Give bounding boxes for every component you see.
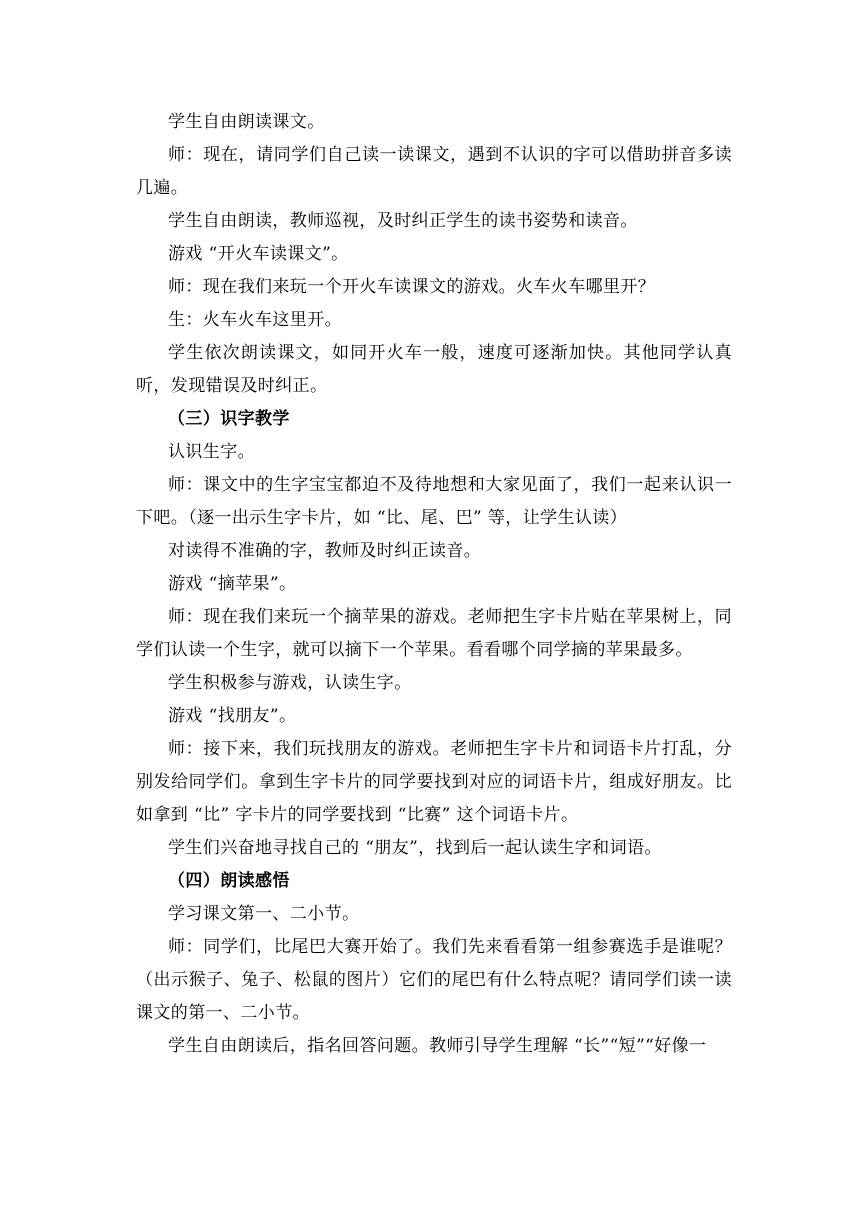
paragraph: 学生自由朗读课文。: [168, 112, 325, 132]
paragraph: 学生们兴奋地寻找自己的 “朋友”，找到后一起认读生字和词语。: [168, 838, 662, 858]
section-heading: （四）朗读感悟: [168, 871, 290, 891]
paragraph: 学习课文第一、二小节。: [168, 904, 360, 924]
paragraph: 师：现在我们来玩一个摘苹果的游戏。老师把生字卡片贴在苹果树上，同学们认读一个生字，就可以摘下一个苹果。看看哪个同学摘的苹果最多。: [136, 607, 732, 660]
paragraph: 学生积极参与游戏，认读生字。: [168, 673, 412, 693]
section-heading: （三）识字教学: [168, 409, 290, 429]
paragraph: 师：现在，请同学们自己读一读课文，遇到不认识的字可以借助拼音多读几遍。: [136, 145, 732, 198]
paragraph: 游戏 “摘苹果”。: [168, 574, 297, 594]
paragraph: 学生依次朗读课文，如同开火车一般，速度可逐渐加快。其他同学认真听，发现错误及时纠正。: [136, 343, 732, 396]
paragraph: 师：课文中的生字宝宝都迫不及待地想和大家见面了，我们一起来认识一下吧。（逐一出示生字卡片，如 “比、尾、巴” 等，让学生认读）: [136, 475, 732, 528]
paragraph: 师：同学们，比尾巴大赛开始了。我们先来看看第一组参赛选手是谁呢？（出示猴子、兔子、松鼠的图片）它们的尾巴有什么特点呢？请同学们读一读课文的第一、二小节。: [136, 937, 732, 1023]
paragraph: 师：接下来，我们玩找朋友的游戏。老师把生字卡片和词语卡片打乱，分别发给同学们。拿到生字卡片的同学要找到对应的词语卡片，组成好朋友。比如拿到 “比” 字卡片的同学要找到 “比赛” 这个词语卡片。: [136, 739, 732, 825]
paragraph: 游戏 “找朋友”。: [168, 706, 297, 726]
paragraph: 生：火车火车这里开。: [168, 310, 342, 330]
paragraph: 学生自由朗读，教师巡视，及时纠正学生的读书姿势和读音。: [168, 211, 638, 231]
paragraph: 对读得不准确的字，教师及时纠正读音。: [168, 541, 482, 561]
paragraph: 游戏 “开火车读课文”。: [168, 244, 349, 264]
paragraph: 学生自由朗读后，指名回答问题。教师引导学生理解 “长”“短”“好像一: [168, 1036, 707, 1056]
paragraph: 师：现在我们来玩一个开火车读课文的游戏。火车火车哪里开？: [168, 277, 656, 297]
paragraph: 认识生字。: [168, 442, 255, 462]
document-body: [136, 106, 732, 1063]
